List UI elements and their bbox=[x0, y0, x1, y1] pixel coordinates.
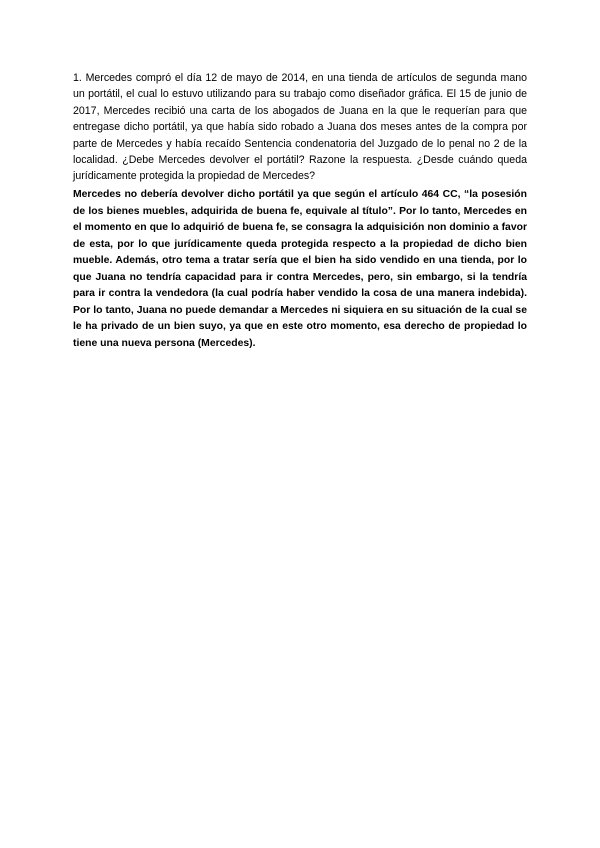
question-paragraph: 1. Mercedes compró el día 12 de mayo de 2014, en una tienda de artículos de segunda mano un portátil, el cual lo estuvo utilizando para su trabajo como diseñador gráfica. El 15 de junio de 2017, Mercedes recibió una carta de los abogados de Juana en la que le requerían para que entregase dicho portátil, ya que había sido robado a Juana dos meses antes de la compra por parte de Mercedes y había recaído Sentencia condenatoria del Juzgado de lo penal no 2 de la localidad. ¿Debe Mercedes devolver el portátil? Razone la respuesta. ¿Desde cuándo queda jurídicamente protegida la propiedad de Mercedes? bbox=[73, 72, 527, 183]
answer-paragraph: Mercedes no debería devolver dicho portátil ya que según el artículo 464 CC, “la posesión de los bienes muebles, adquirida de buena fe, equivale al título”. Por lo tanto, Mercedes en el momento en que lo adquirió de buena fe, se consagra la adquisición non dominio a favor de esta, por lo que jurídicamente queda protegida respecto a la propiedad de dicho bien mueble. Además, otro tema a tratar sería que el bien ha sido vendido en una tienda, por lo que Juana no tendría capacidad para ir contra Mercedes, pero, sin embargo, si la tendría para ir contra la vendedora (la cual podría haber vendido la cosa de una manera indebida). Por lo tanto, Juana no puede demandar a Mercedes ni siquiera en su situación de la cual se le ha privado de un bien suyo, ya que en este otro momento, esa derecho de propiedad lo tiene una nueva persona (Mercedes). bbox=[73, 189, 527, 349]
